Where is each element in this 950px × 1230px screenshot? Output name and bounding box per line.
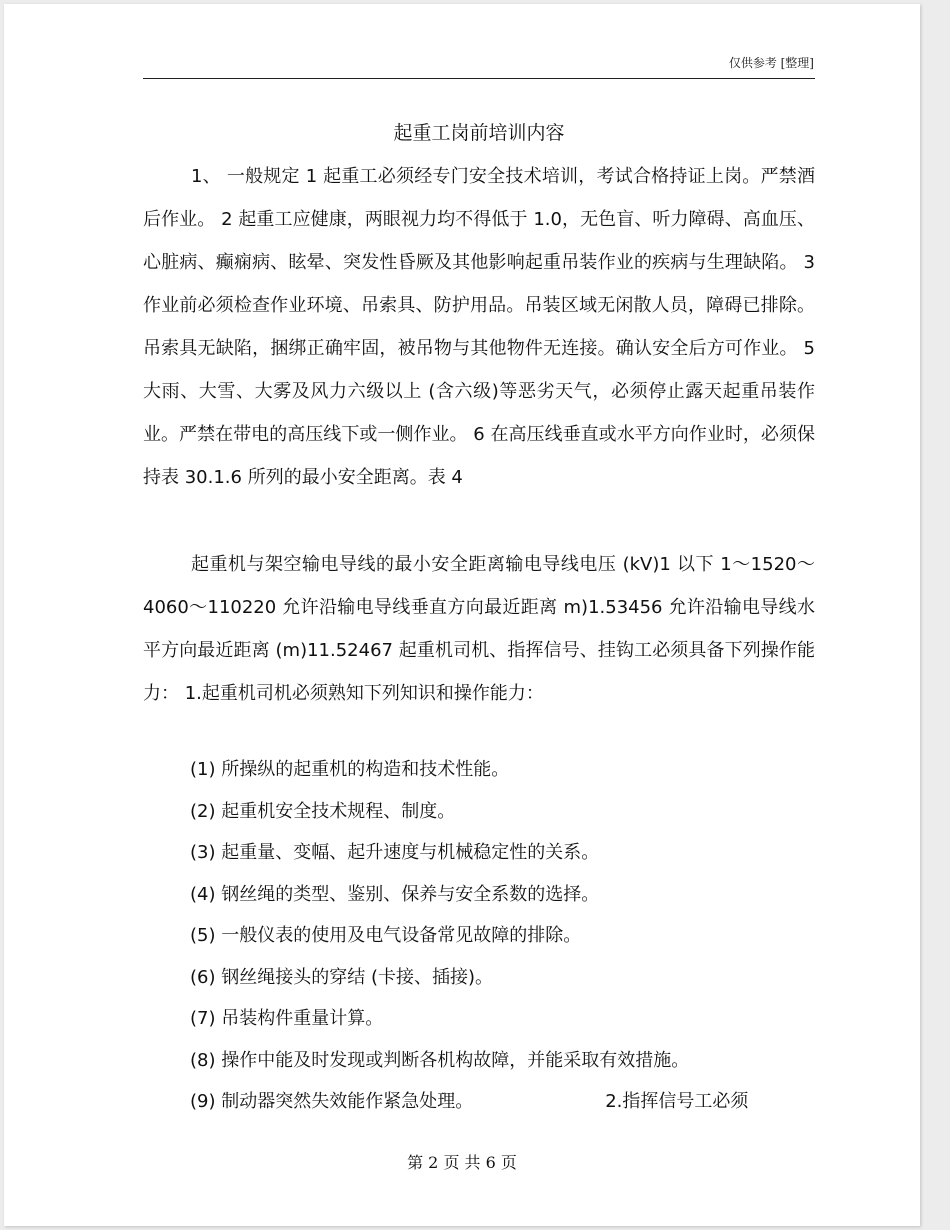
list-item: (8) 操作中能及时发现或判断各机构故障，并能采取有效措施。 [190, 1049, 690, 1071]
document-title: 起重工岗前培训内容 [393, 122, 565, 144]
list-item: (4) 钢丝绳的类型、鉴别、保养与安全系数的选择。 [190, 883, 600, 905]
operator-knowledge-list [190, 749, 815, 1123]
list-item-text: (9) 制动器突然失效能作紧急处理。 [190, 1091, 474, 1112]
list-item: (1) 所操纵的起重机的构造和技术性能。 [190, 759, 510, 780]
page-header: 仅供参考 [整理] [728, 56, 814, 70]
list-item: (3) 起重量、变幅、起升速度与机械稳定性的关系。 [190, 842, 600, 863]
header-divider [143, 78, 815, 79]
document-page [4, 4, 920, 1226]
paragraph-general-rules: 1、 一般规定 1 起重工必须经专门安全技术培训，考试合格持证上岗。严禁酒后作业。 2 起重工应健康，两眼视力均不得低于 1.0，无色盲、听力障碍、高血压、心脏病、癫痫病、眩晕、突发性昏厥及其他影响起重吊装作业的疾病与生理缺陷。 3 作业前必须检查作业环境、吊索具、防护用品。吊装区域无闲散人员，障碍已排除。吊索具无缺陷，捆绑正确牢固，被吊物与其他物件无连接。确认安全后方可作业。 5 大雨、大雪、大雾及风力六级以上 (含六级)等恶劣天气，必须停止露天起重吊装作业。严禁在带电的高压线下或一侧作业。 6 在高压线垂直或水平方向作业时，必须保持表 30.1.6 所列的最小安全距离。表 4 [143, 166, 815, 488]
paragraph-safety-distance: 起重机与架空输电导线的最小安全距离输电导线电压 (kV)1 以下 1～1520～4060～110220 允许沿输电导线垂直方向最近距离 m)1.53456 允许沿输电导线水平方向最近距离 (m)11.52467 起重机司机、指挥信号、挂钩工必须具备下列操作能力： 1.起重机司机必须熟知下列知识和操作能力： [143, 554, 815, 704]
list-item: (6) 钢丝绳接头的穿结 (卡接、插接)。 [190, 966, 493, 988]
list-item: (5) 一般仪表的使用及电气设备常见故障的排除。 [190, 925, 582, 946]
list-item: (2) 起重机安全技术规程、制度。 [190, 800, 456, 822]
list-item-last [190, 1081, 815, 1123]
list-item: (7) 吊装构件重量计算。 [190, 1008, 384, 1029]
list-item-continuation: 2.指挥信号工必须 [605, 1091, 749, 1112]
page-number: 第 2 页 共 6 页 [407, 1153, 517, 1172]
